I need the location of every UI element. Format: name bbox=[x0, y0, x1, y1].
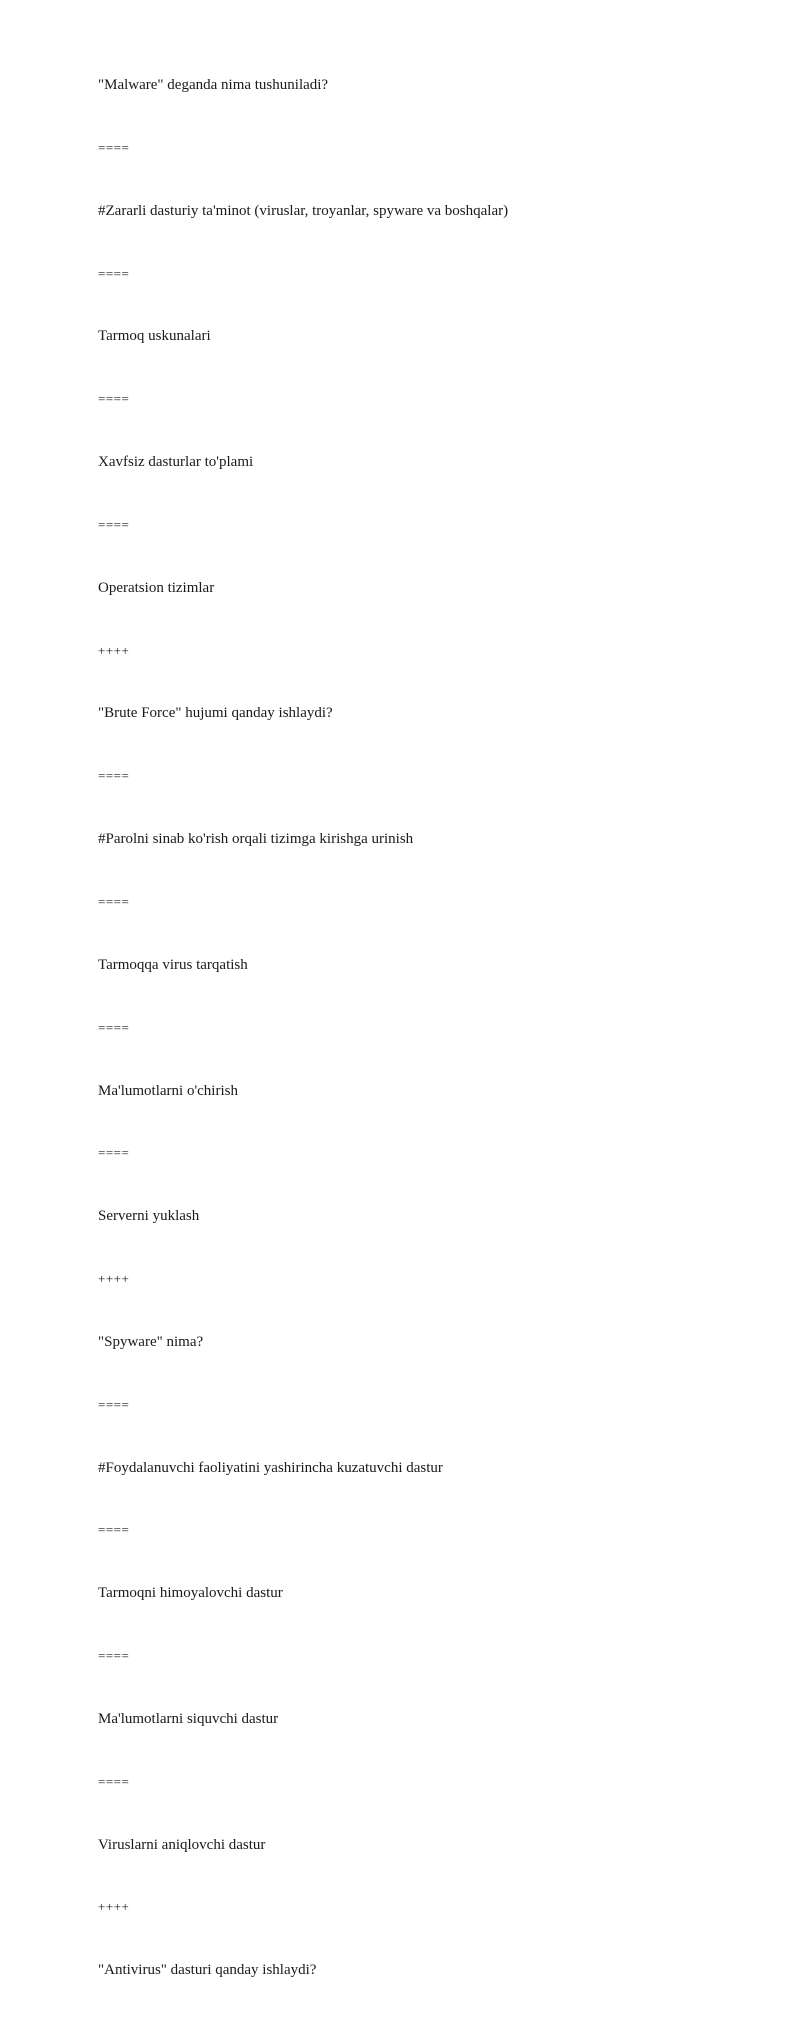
separator-line: ==== bbox=[98, 1773, 130, 1789]
question-line: "Spyware" nima? bbox=[98, 1333, 204, 1350]
question-line: "Antivirus" dasturi qanday ishlaydi? bbox=[98, 1962, 317, 1979]
separator-line: ==== bbox=[98, 139, 130, 155]
answer-option-line: Tarmoqqa virus tarqatish bbox=[98, 956, 248, 973]
answer-option-line: Operatsion tizimlar bbox=[98, 579, 215, 596]
correct-answer-line: #Parolni sinab ko'rish orqali tizimga kirishga urinish bbox=[98, 831, 414, 848]
correct-answer-line: #Foydalanuvchi faoliyatini yashirincha kuzatuvchi dastur bbox=[98, 1459, 443, 1476]
answer-option-line: Ma'lumotlarni siquvchi dastur bbox=[98, 1710, 279, 1727]
answer-option-line: Ma'lumotlarni o'chirish bbox=[98, 1082, 238, 1099]
separator-line: ==== bbox=[98, 391, 130, 407]
answer-option-line: Viruslarni aniqlovchi dastur bbox=[98, 1836, 266, 1853]
correct-answer-line: #Zararli dasturiy ta'minot (viruslar, troyanlar, spyware va boshqalar) bbox=[98, 202, 509, 219]
question-line: "Malware" deganda nima tushuniladi? bbox=[98, 77, 329, 93]
answer-option-line: Xavfsiz dasturlar to'plami bbox=[98, 454, 254, 471]
separator-line: ++++ bbox=[98, 642, 130, 658]
separator-line: ==== bbox=[98, 1522, 130, 1538]
separator-line: ==== bbox=[98, 768, 130, 784]
quiz-text-block bbox=[98, 74, 508, 2022]
separator-line: ==== bbox=[98, 893, 130, 909]
separator-line: ==== bbox=[98, 1019, 130, 1035]
separator-line: ==== bbox=[98, 1145, 130, 1161]
separator-line: ++++ bbox=[98, 1899, 130, 1915]
question-line: "Brute Force" hujumi qanday ishlaydi? bbox=[98, 705, 333, 722]
answer-option-line: Tarmoq uskunalari bbox=[98, 328, 211, 345]
separator-line: ++++ bbox=[98, 1271, 130, 1287]
separator-line: ==== bbox=[98, 1396, 130, 1412]
answer-option-line: Serverni yuklash bbox=[98, 1208, 200, 1225]
separator-line: ==== bbox=[98, 265, 130, 281]
separator-line: ==== bbox=[98, 516, 130, 532]
answer-option-line: Tarmoqni himoyalovchi dastur bbox=[98, 1585, 283, 1602]
separator-line: ==== bbox=[98, 1648, 130, 1664]
